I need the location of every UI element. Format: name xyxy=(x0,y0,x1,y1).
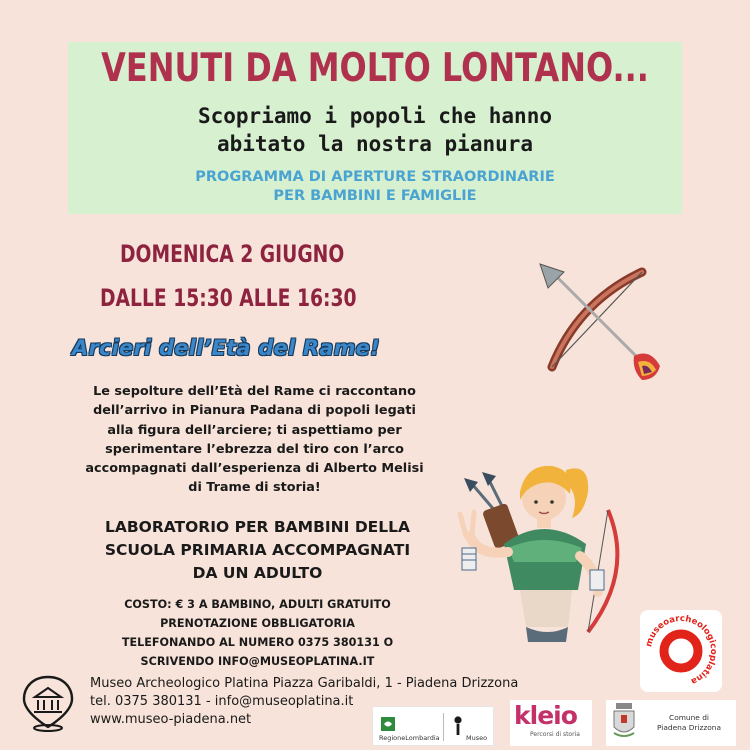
footer-website[interactable]: www.museo-piadena.net xyxy=(90,712,252,727)
footer-contact: tel. 0375 380131 - info@museoplatina.it xyxy=(90,694,354,709)
museo-ring-text: museoarcheologicoplatina xyxy=(644,613,719,687)
regione-lombardia-icon xyxy=(381,717,395,731)
poster-title: VENUTI DA MOLTO LONTANO... xyxy=(101,46,649,91)
cost-line: TELEFONANDO AL NUMERO 0375 380131 O xyxy=(121,636,394,649)
logo-divider xyxy=(443,713,444,741)
lab-line: SCUOLA PRIMARIA ACCOMPAGNATI xyxy=(104,541,411,559)
description-line: sperimentare l’ebrezza del tiro con l’arco xyxy=(105,441,404,457)
description-line: Le sepolture dell’Età del Rame ci raccontano xyxy=(93,384,416,399)
museum-location-icon xyxy=(18,673,78,733)
description-line: accompagnati dall’esperienza di Alberto Melisi xyxy=(85,461,424,477)
comune-crest-icon xyxy=(612,703,636,741)
comune-text xyxy=(648,713,730,733)
kleio-subtitle: Percorsi di storia xyxy=(530,731,580,738)
description-line: dell’arrivo in Pianura Padana di popoli legati xyxy=(93,403,416,419)
footer-address: Museo Archeologico Platina Piazza Garibaldi, 1 - Piadena Drizzona xyxy=(90,676,519,691)
event-date: DOMENICA 2 GIUGNO xyxy=(120,240,345,268)
museo-text: Museo xyxy=(466,734,488,742)
museo-keyhole-icon xyxy=(453,715,463,737)
description-line: di Trame di storia! xyxy=(188,480,321,496)
event-description xyxy=(52,382,457,498)
cost-line: PRENOTAZIONE OBBLIGATORIA xyxy=(160,617,355,630)
cost-line: SCRIVENDO INFO@MUSEOPLATINA.IT xyxy=(140,655,375,668)
regione-lombardia-text: RegioneLombardia xyxy=(379,734,440,742)
lab-line: LABORATORIO PER BAMBINI DELLA xyxy=(104,518,411,536)
subtitle-line: abitato la nostra pianura xyxy=(216,132,534,156)
description-line: alla figura dell’arciere; ti aspettiamo per xyxy=(107,422,402,438)
lab-line: DA UN ADULTO xyxy=(192,564,323,582)
cost-line: COSTO: € 3 A BAMBINO, ADULTI GRATUITO xyxy=(124,598,391,611)
bow-and-arrow-icon xyxy=(538,262,678,402)
program-text xyxy=(0,168,750,206)
subtitle-line: Scopriamo i popoli che hanno xyxy=(197,104,552,128)
archer-girl-illustration xyxy=(448,452,638,647)
event-time: DALLE 15:30 ALLE 16:30 xyxy=(100,284,357,312)
museo-archeologico-platina-logo xyxy=(640,610,722,692)
comune-line: Piadena Drizzona xyxy=(657,723,721,732)
kleio-logo xyxy=(510,700,592,746)
poster-subtitle xyxy=(0,102,750,158)
regione-lombardia-logo xyxy=(372,706,494,746)
booking-info xyxy=(55,595,460,671)
comune-logo xyxy=(606,700,736,746)
program-line: PROGRAMMA DI APERTURE STRAORDINARIE xyxy=(195,169,555,185)
activity-title: Arcieri dell’Età del Rame! xyxy=(72,336,380,360)
comune-line: Comune di xyxy=(669,713,709,722)
kleio-wordmark: kleio xyxy=(514,701,577,730)
lab-info xyxy=(55,516,460,585)
program-line: PER BAMBINI E FAMIGLIE xyxy=(273,188,477,204)
